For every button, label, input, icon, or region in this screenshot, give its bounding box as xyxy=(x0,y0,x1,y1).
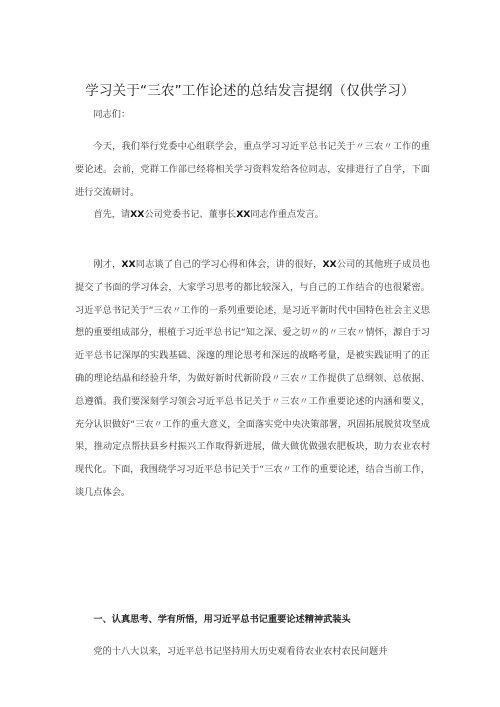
section-heading-1: 一、认真思考、学有所悟，用习近平总书记重要论述精神武装头 xyxy=(93,614,351,625)
document-title: 学习关于“三农”工作论述的总结发言提纲（仅供学习） xyxy=(85,83,415,99)
salutation: 同志们： xyxy=(93,109,131,120)
placeholder-xx: XX xyxy=(130,209,145,220)
paragraph-first-speaker: 首先，请XX公司党委书记、董事长XX同志作重点发言。 xyxy=(93,209,324,220)
placeholder-xx: XX xyxy=(322,259,337,270)
paragraph-opening: 今天，我们举行党委中心组联学会，重点学习习近平总书记关于〃三农〃工作的重要论述。会前，党群工作部已经将相关学习资料发给各位同志，安排进行了自学，下面进行交流研讨。 xyxy=(75,141,430,198)
placeholder-xx: XX xyxy=(236,209,251,220)
placeholder-xx: XX xyxy=(121,259,136,270)
paragraph-section-1: 党的十八大以来，习近平总书记坚持用大历史观看待农业农村农民问题并 xyxy=(93,646,388,657)
paragraph-summary: 刚才，XX同志谈了自己的学习心得和体会，讲的很好，XX公司的其他班子成员也提交了书面的学习体会，大家学习思考的都比较深入，与自己的工作结合的也很紧密。习近平总书记关于“三农〃工作的一系列重要论述，是习近平新时代中国特色社会主义思想的重要组成部分，根植于习近平总书记“知之深、爱之切〃的〃三农〃情怀，源自于习近平总书记深厚的实践基础、深邃的理论思考和深远的战略考量，是被实践证明了的正确的理论结晶和经验升华，为做好新时代新阶段〃三农〃工作提供了总纲领、总依据、总遵循。我们要深刻学习领会习近平总书记关于〃三农〃工作重要论述的内涵和要义，充分认识做好“三农〃工作的重大意义，全面落实党中央决策部署，巩固拓展脱贫攻坚成果，推动定点帮扶县乡村振兴工作取得新进展，做大做优做强农肥板块，助力农业农村现代化。下面，我围绕学习习近平总书记关于“三农〃工作的重要论述，结合当前工作，谈几点体会。 xyxy=(75,259,431,498)
